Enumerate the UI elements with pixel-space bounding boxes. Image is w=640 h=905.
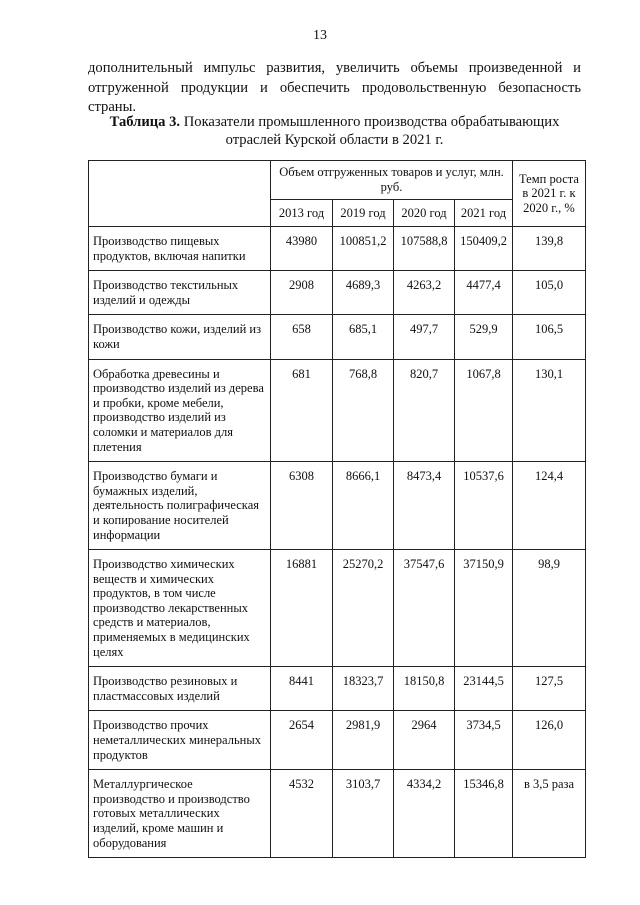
growth-rate: 127,5 — [513, 667, 586, 711]
value-2013: 681 — [271, 359, 333, 462]
header-empty-cell — [89, 161, 271, 227]
growth-rate: 139,8 — [513, 227, 586, 271]
value-2019: 2981,9 — [333, 711, 394, 770]
value-2021: 150409,2 — [455, 227, 513, 271]
table-row — [89, 227, 586, 271]
header-year-2021: 2021 год — [455, 200, 513, 227]
table-row — [89, 271, 586, 315]
growth-rate: 126,0 — [513, 711, 586, 770]
value-2020: 37547,6 — [394, 550, 455, 667]
value-2019: 100851,2 — [333, 227, 394, 271]
value-2020: 4334,2 — [394, 770, 455, 858]
value-2013: 658 — [271, 315, 333, 359]
page-number: 13 — [313, 28, 327, 43]
table-row — [89, 550, 586, 667]
value-2013: 8441 — [271, 667, 333, 711]
row-name: Металлургическое производство и производство готовых металлических изделий, кроме машин и оборудования — [89, 770, 271, 858]
value-2019: 685,1 — [333, 315, 394, 359]
growth-rate: 98,9 — [513, 550, 586, 667]
header-growth: Темп роста в 2021 г. к 2020 г., % — [513, 161, 586, 227]
header-year-2019: 2019 год — [333, 200, 394, 227]
value-2019: 25270,2 — [333, 550, 394, 667]
intro-paragraph: дополнительный импульс развития, увеличить объемы произведенной и отгруженной продукции и обеспечить продовольственную безопасность страны. — [88, 60, 581, 115]
value-2021: 15346,8 — [455, 770, 513, 858]
value-2021: 529,9 — [455, 315, 513, 359]
value-2020: 107588,8 — [394, 227, 455, 271]
value-2020: 8473,4 — [394, 462, 455, 550]
growth-rate: 106,5 — [513, 315, 586, 359]
value-2020: 18150,8 — [394, 667, 455, 711]
value-2013: 43980 — [271, 227, 333, 271]
value-2019: 8666,1 — [333, 462, 394, 550]
table-caption-label: Таблица 3. — [109, 114, 181, 130]
value-2013: 16881 — [271, 550, 333, 667]
value-2019: 18323,7 — [333, 667, 394, 711]
table-caption-text: Показатели промышленного производства обрабатывающих отраслей Курской области в 2021 г. — [180, 114, 560, 148]
value-2013: 2908 — [271, 271, 333, 315]
industry-table — [88, 160, 586, 858]
growth-rate: 130,1 — [513, 359, 586, 462]
row-name: Производство текстильных изделий и одежды — [89, 271, 271, 315]
table-row — [89, 315, 586, 359]
table-row — [89, 462, 586, 550]
value-2013: 6308 — [271, 462, 333, 550]
value-2020: 4263,2 — [394, 271, 455, 315]
header-volume: Объем отгруженных товаров и услуг, млн. руб. — [271, 161, 513, 200]
value-2019: 4689,3 — [333, 271, 394, 315]
value-2021: 4477,4 — [455, 271, 513, 315]
row-name: Обработка древесины и производство изделий из дерева и пробки, кроме мебели, производство изделий из соломки и материалов для плетения — [89, 359, 271, 462]
value-2021: 37150,9 — [455, 550, 513, 667]
header-year-2020: 2020 год — [394, 200, 455, 227]
value-2020: 2964 — [394, 711, 455, 770]
growth-rate: в 3,5 раза — [513, 770, 586, 858]
value-2013: 4532 — [271, 770, 333, 858]
row-name: Производство резиновых и пластмассовых изделий — [89, 667, 271, 711]
value-2020: 497,7 — [394, 315, 455, 359]
row-name: Производство бумаги и бумажных изделий, деятельность полиграфическая и копирование носителей информации — [89, 462, 271, 550]
table-row — [89, 770, 586, 858]
row-name: Производство прочих неметаллических минеральных продуктов — [89, 711, 271, 770]
growth-rate: 105,0 — [513, 271, 586, 315]
value-2019: 3103,7 — [333, 770, 394, 858]
value-2013: 2654 — [271, 711, 333, 770]
table-row — [89, 667, 586, 711]
growth-rate: 124,4 — [513, 462, 586, 550]
header-year-2013: 2013 год — [271, 200, 333, 227]
table-caption — [88, 113, 581, 149]
table-row — [89, 359, 586, 462]
value-2021: 1067,8 — [455, 359, 513, 462]
row-name: Производство кожи, изделий из кожи — [89, 315, 271, 359]
value-2021: 10537,6 — [455, 462, 513, 550]
row-name: Производство пищевых продуктов, включая напитки — [89, 227, 271, 271]
value-2021: 3734,5 — [455, 711, 513, 770]
value-2021: 23144,5 — [455, 667, 513, 711]
table-row — [89, 711, 586, 770]
row-name: Производство химических веществ и химических продуктов, в том числе производство лекарственных средств и материалов, применяемых в медицинских целях — [89, 550, 271, 667]
value-2020: 820,7 — [394, 359, 455, 462]
value-2019: 768,8 — [333, 359, 394, 462]
